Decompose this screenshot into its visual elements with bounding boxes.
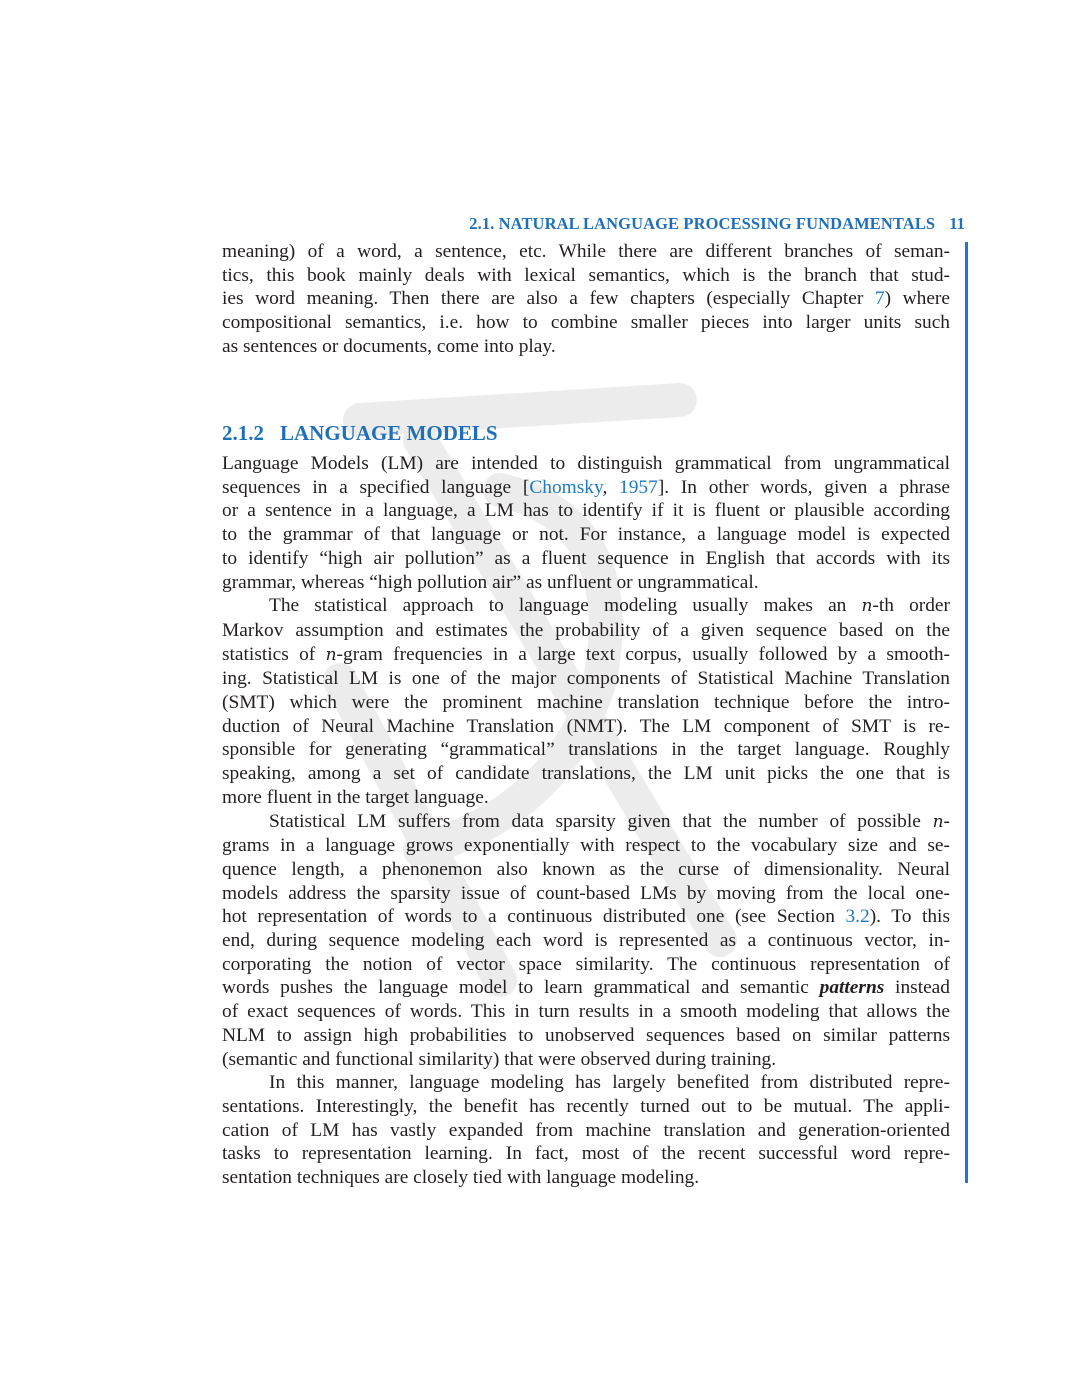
edge-bar xyxy=(965,242,968,1183)
intro-paragraph xyxy=(222,240,950,359)
section-heading xyxy=(222,421,498,446)
text-line: or a sentence in a language, a LM has to identify if it is fluent or plausible according xyxy=(222,500,950,522)
text-line: sponsible for generating “grammatical” translations in the target language. Roughly xyxy=(222,739,950,761)
citation-1957-link[interactable]: 1957 xyxy=(619,476,658,498)
watermark-stroke-1 xyxy=(360,400,680,420)
text-line: of exact sequences of words. This in turn results in a smooth modeling that allows the xyxy=(222,1001,950,1023)
running-head-section: 2.1. NATURAL LANGUAGE PROCESSING FUNDAMENTALS xyxy=(469,214,936,233)
math-variable: n xyxy=(325,644,337,665)
text-line: (SMT) which were the prominent machine translation technique before the intro- xyxy=(222,692,950,714)
text-line: sequences in a specified language [Chomsky, 1957]. In other words, given a phrase xyxy=(222,476,950,498)
text-line: quence length, a phenonemon also known as the curse of dimensionality. Neural xyxy=(222,858,950,880)
text-line: sentation techniques are closely tied with language modeling. xyxy=(222,1167,700,1189)
text-line: tics, this book mainly deals with lexical semantics, which is the branch that stud- xyxy=(222,264,950,286)
emphasis-patterns: patterns xyxy=(819,977,885,999)
text-line: The statistical approach to language modeling usually makes an n-th order xyxy=(269,595,950,617)
text-line: words pushes the language model to learn grammatical and semantic patterns instead xyxy=(222,977,950,999)
section-number: 2.1.2 xyxy=(222,421,264,445)
text-line: Statistical LM suffers from data sparsity given that the number of possible n- xyxy=(269,810,950,832)
text-line: tasks to representation learning. In fact, most of the recent successful word repre- xyxy=(222,1143,950,1165)
text-line: more fluent in the target language. xyxy=(222,786,489,808)
text-line: end, during sequence modeling each word is represented as a continuous vector, in- xyxy=(222,930,950,952)
text-line: (semantic and functional similarity) that were observed during training. xyxy=(222,1048,777,1070)
text-line: sentations. Interestingly, the benefit has recently turned out to be mutual. The appli- xyxy=(222,1095,950,1117)
text-line: hot representation of words to a continuous distributed one (see Section 3.2). To this xyxy=(222,906,950,928)
text-line: duction of Neural Machine Translation (NMT). The LM component of SMT is re- xyxy=(222,715,950,737)
text-line: statistics of n-gram frequencies in a large text corpus, usually followed by a smooth- xyxy=(222,643,950,665)
text-line: ing. Statistical LM is one of the major components of Statistical Machine Translation xyxy=(222,668,950,690)
text-line: ies word meaning. Then there are also a few chapters (especially Chapter 7) where xyxy=(222,288,950,310)
page-number: 11 xyxy=(949,214,965,233)
chapter-7-link[interactable]: 7 xyxy=(874,288,885,310)
section-body xyxy=(222,452,950,1190)
running-head xyxy=(222,214,965,234)
text-line: grams in a language grows exponentially with respect to the vocabulary size and se- xyxy=(222,835,950,857)
text-line: compositional semantics, i.e. how to combine smaller pieces into larger units such xyxy=(222,312,950,334)
citation-chomsky-link[interactable]: Chomsky xyxy=(529,476,603,498)
text-line: speaking, among a set of candidate translations, the LM unit picks the one that is xyxy=(222,763,950,785)
text-line: models address the sparsity issue of count-based LMs by moving from the local one- xyxy=(222,882,950,904)
text-line: to the grammar of that language or not. For instance, a language model is expected xyxy=(222,524,950,546)
text-line: grammar, whereas “high pollution air” as unfluent or ungrammatical. xyxy=(222,571,759,593)
math-variable: n xyxy=(932,811,944,832)
text-line: meaning) of a word, a sentence, etc. While there are different branches of seman- xyxy=(222,241,950,262)
text-line: Markov assumption and estimates the probability of a given sequence based on the xyxy=(222,619,950,641)
math-variable: n xyxy=(861,596,873,617)
text-line: Language Models (LM) are intended to distinguish grammatical from ungrammatical xyxy=(222,453,950,474)
text-line: to identify “high air pollution” as a fluent sequence in English that accords with its xyxy=(222,547,950,569)
text-line: In this manner, language modeling has largely benefited from distributed repre- xyxy=(269,1072,950,1094)
text-line: corporating the notion of vector space similarity. The continuous representation of xyxy=(222,953,950,975)
section-3-2-link[interactable]: 3.2 xyxy=(845,906,870,928)
text-line: cation of LM has vastly expanded from machine translation and generation-oriented xyxy=(222,1119,950,1141)
text-line: as sentences or documents, come into play. xyxy=(222,335,556,357)
section-title: LANGUAGE MODELS xyxy=(280,421,498,445)
text-line: NLM to assign high probabilities to unobserved sequences based on similar patterns xyxy=(222,1024,950,1046)
